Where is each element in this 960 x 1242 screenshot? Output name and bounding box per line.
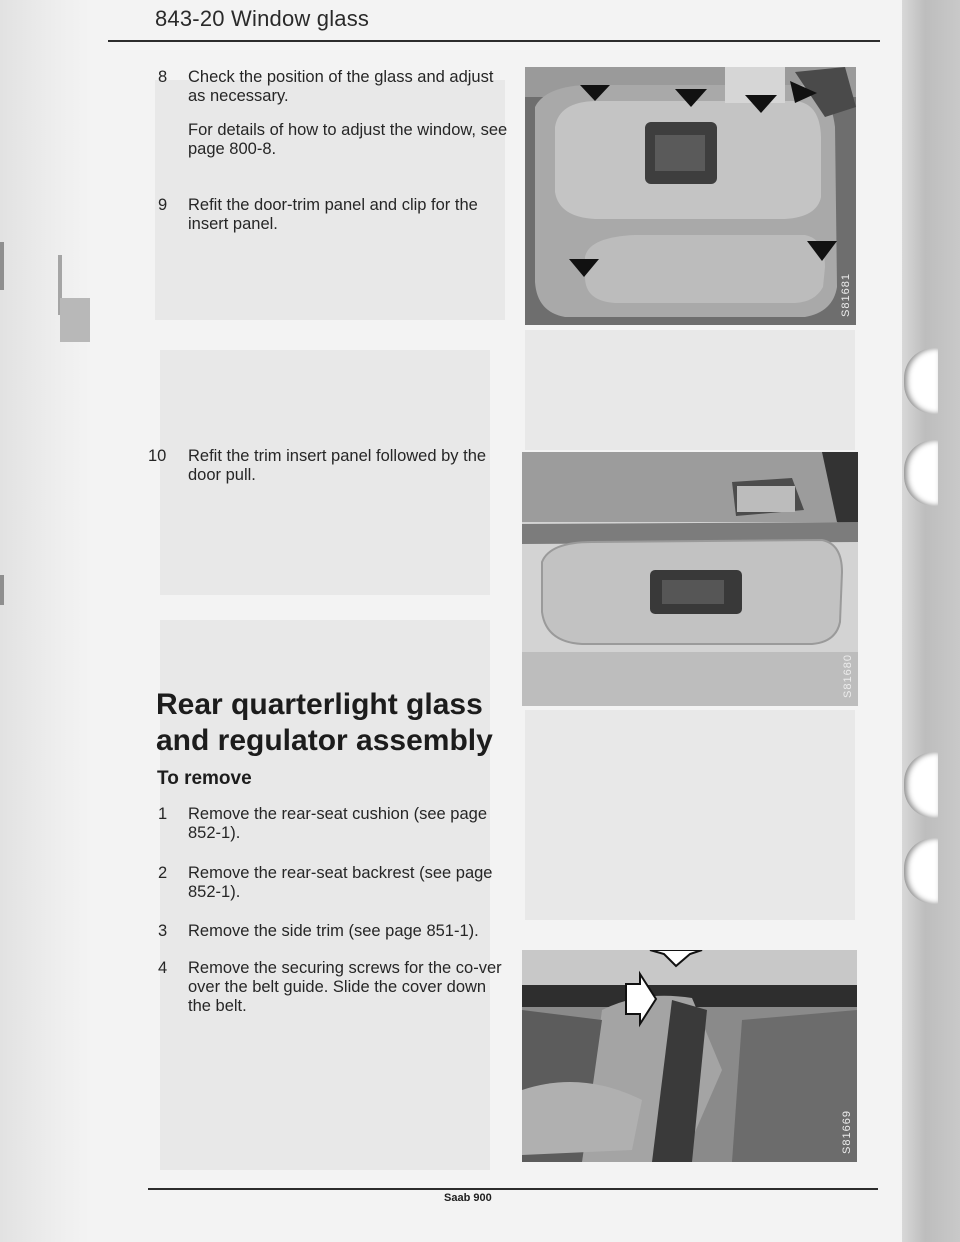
remove-step-3 (158, 922, 508, 941)
remove-step-1 (158, 805, 508, 843)
step-8 (158, 68, 508, 159)
figure-code: S81681 (840, 273, 852, 317)
figure-door-trim-panel (525, 67, 856, 325)
binder-hole (904, 838, 938, 904)
page-title: 843-20 Window glass (155, 6, 370, 31)
binder-hole (904, 440, 938, 506)
margin-mark (0, 242, 4, 290)
scan-shade (525, 710, 855, 920)
header-rule (108, 40, 880, 42)
step-number: 9 (158, 196, 168, 214)
footer-rule (148, 1188, 878, 1190)
step-text: Remove the side trim (see page 851-1). (188, 922, 479, 940)
figure-door-insert (522, 452, 858, 706)
step-number: 10 (148, 447, 167, 465)
step-text: Check the position of the glass and adjust as necessary. (188, 68, 494, 105)
scan-shade (525, 330, 855, 450)
footer-text: Saab 900 (444, 1192, 492, 1204)
binder-hole (904, 348, 938, 414)
step-text: Remove the rear-seat cushion (see page 852-1). (188, 805, 487, 842)
remove-step-4 (158, 959, 508, 1016)
belt-guide-photo (522, 950, 857, 1162)
step-number: 8 (158, 68, 168, 86)
step-text: Remove the securing screws for the co-ver over the belt guide. Slide the cover down the belt. (188, 959, 502, 1015)
step-text: Refit the trim insert panel followed by the door pull. (188, 447, 487, 484)
page-left-shade (0, 0, 90, 1242)
binder-hole (904, 752, 938, 818)
margin-mark (60, 298, 90, 342)
door-insert-photo (522, 452, 858, 706)
step-number: 2 (158, 864, 168, 882)
margin-mark (0, 575, 4, 605)
step-text: Refit the door-trim panel and clip for the insert panel. (188, 196, 478, 233)
section-subtitle: To remove (157, 768, 252, 789)
figure-code: S81669 (841, 1110, 853, 1154)
figure-belt-guide (522, 950, 857, 1162)
figure-code: S81680 (842, 654, 854, 698)
binder-strip (902, 0, 960, 1242)
remove-step-2 (158, 864, 508, 902)
step-9 (158, 196, 508, 234)
step-text: For details of how to adjust the window, see page 800-8. (188, 121, 508, 158)
step-number: 1 (158, 805, 168, 823)
step-10 (148, 447, 508, 485)
section-title: Rear quarterlight glass and regulator assembly (156, 688, 493, 757)
step-number: 3 (158, 922, 168, 940)
door-trim-photo (525, 67, 856, 325)
step-text: Remove the rear-seat backrest (see page 852-1). (188, 864, 493, 901)
step-number: 4 (158, 959, 168, 977)
